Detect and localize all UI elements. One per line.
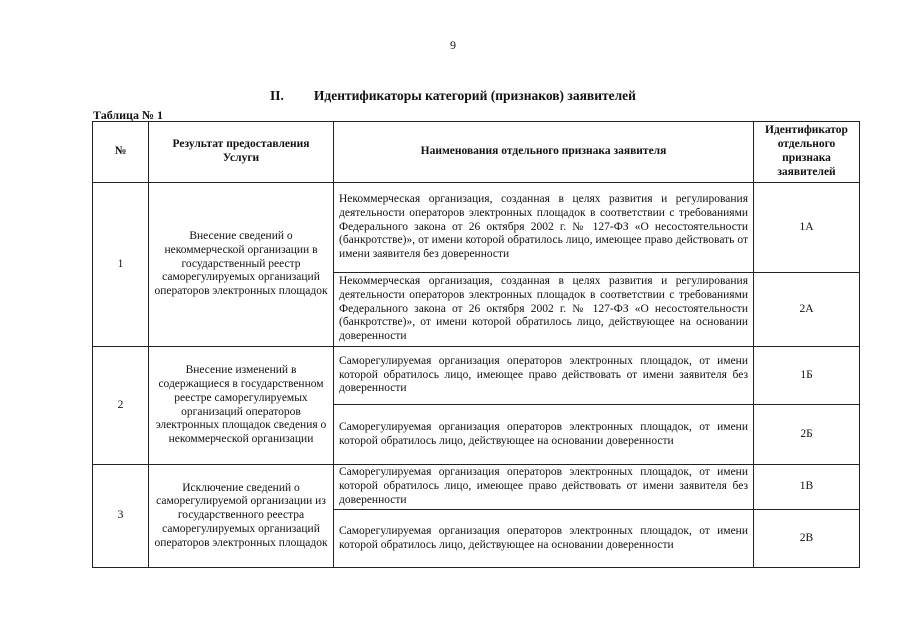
identifiers-table bbox=[92, 121, 860, 568]
attribute-identifier: 1Б bbox=[754, 347, 860, 405]
attribute-description: Саморегулируемая организация операторов электронных площадок, от имени которой обратилось лицо, имеющее право действовать от имени заявителя без доверенности bbox=[334, 347, 754, 405]
table-row bbox=[93, 347, 860, 405]
row-result: Внесение сведений о некоммерческой организации в государственный реестр саморегулируемых организаций операторов электронных площадок bbox=[149, 183, 334, 347]
table-row bbox=[93, 465, 860, 510]
attribute-description: Саморегулируемая организация операторов электронных площадок, от имени которой обратилось лицо, действующее на основании доверенности bbox=[334, 510, 754, 568]
attribute-identifier: 1А bbox=[754, 183, 860, 273]
header-identifier: Идентификатор отдельного признака заявителей bbox=[754, 122, 860, 183]
attribute-description: Некоммерческая организация, созданная в целях развития и регулирования деятельности операторов электронных площадок в соответствии с требованиями Федерального закона от 26 октября 2002 г. № 127-ФЗ «О несостоятельности (банкротстве)», от имени которой обратилось лицо, действующее на основании доверенности bbox=[334, 273, 754, 347]
section-heading bbox=[0, 88, 906, 104]
table-caption: Таблица № 1 bbox=[93, 108, 164, 122]
row-result: Внесение изменений в содержащиеся в государственном реестре саморегулируемых организаций операторов электронных площадок сведения о некоммерческой организации bbox=[149, 347, 334, 465]
row-number: 1 bbox=[93, 183, 149, 347]
row-number: 2 bbox=[93, 347, 149, 465]
table-header-row bbox=[93, 122, 860, 183]
attribute-identifier: 2А bbox=[754, 273, 860, 347]
page-number: 9 bbox=[450, 38, 456, 52]
attribute-description: Саморегулируемая организация операторов электронных площадок, от имени которой обратилось лицо, имеющее право действовать от имени заявителя без доверенности bbox=[334, 465, 754, 510]
section-title: Идентификаторы категорий (признаков) заявителей bbox=[313, 88, 636, 103]
header-number: № bbox=[93, 122, 149, 183]
attribute-description: Некоммерческая организация, созданная в целях развития и регулирования деятельности операторов электронных площадок в соответствии с требованиями Федерального закона от 26 октября 2002 г. № 127-ФЗ «О несостоятельности (банкротстве)», от имени которой обратилось лицо, имеющее право действовать от имени заявителя без доверенности bbox=[334, 183, 754, 273]
attribute-identifier: 1В bbox=[754, 465, 860, 510]
header-attribute-name: Наименования отдельного признака заявителя bbox=[334, 122, 754, 183]
attribute-identifier: 2В bbox=[754, 510, 860, 568]
row-result: Исключение сведений о саморегулируемой организации из государственного реестра саморегулируемых организаций операторов электронных площадок bbox=[149, 465, 334, 568]
section-number: II. bbox=[270, 88, 284, 103]
row-number: 3 bbox=[93, 465, 149, 568]
table-row bbox=[93, 183, 860, 273]
attribute-description: Саморегулируемая организация операторов электронных площадок, от имени которой обратилось лицо, действующее на основании доверенности bbox=[334, 405, 754, 465]
attribute-identifier: 2Б bbox=[754, 405, 860, 465]
header-result: Результат предоставления Услуги bbox=[149, 122, 334, 183]
